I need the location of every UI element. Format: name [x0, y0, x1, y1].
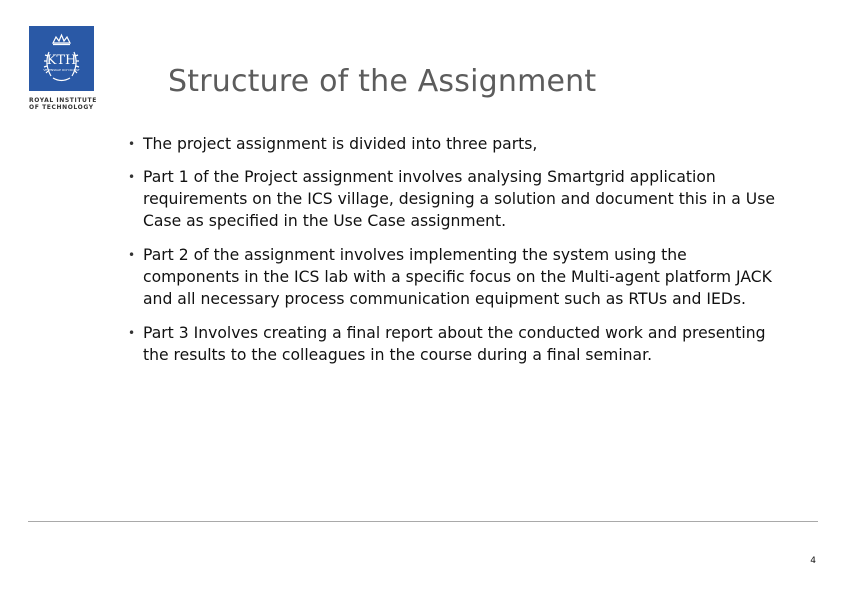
bullet-text: Part 3 Involves creating a final report about the conducted work and presenting the results to the colleagues in the course during a final seminar. [143, 324, 766, 364]
bullet-item-2 [125, 166, 785, 232]
slide-title: Structure of the Assignment [168, 64, 597, 99]
bullet-item-3 [125, 244, 785, 310]
logo-caption [29, 97, 109, 111]
bullet-icon: • [128, 248, 136, 262]
footer-divider [28, 521, 818, 522]
bullet-text: The project assignment is divided into three parts, [143, 135, 538, 153]
bullet-icon: • [128, 170, 136, 184]
bullet-icon: • [128, 326, 136, 340]
logo-caption-line1: ROYAL INSTITUTE [29, 97, 97, 104]
page-number: 4 [810, 556, 816, 566]
bullet-text: Part 1 of the Project assignment involves analysing Smartgrid application requirements on the ICS village, designing a solution and document this in a Use Case as specified in the Use Case assignment. [143, 168, 775, 230]
bullet-item-1 [125, 133, 785, 155]
kth-emblem-text: KTH [46, 53, 77, 68]
logo-caption-line2: OF TECHNOLOGY [29, 104, 94, 111]
bullet-item-4 [125, 322, 785, 366]
bullet-text: Part 2 of the assignment involves implementing the system using the components in the ICS lab with a specific focus on the Multi-agent platform JACK and all necessary process communication equipment such as RTUs and IEDs. [143, 246, 772, 308]
kth-emblem-icon [29, 26, 94, 91]
bullet-icon: • [128, 137, 136, 151]
kth-logo [29, 26, 94, 91]
bullet-list [125, 133, 785, 378]
kth-emblem-motto: VETENSKAP OCH KONST [43, 68, 80, 72]
